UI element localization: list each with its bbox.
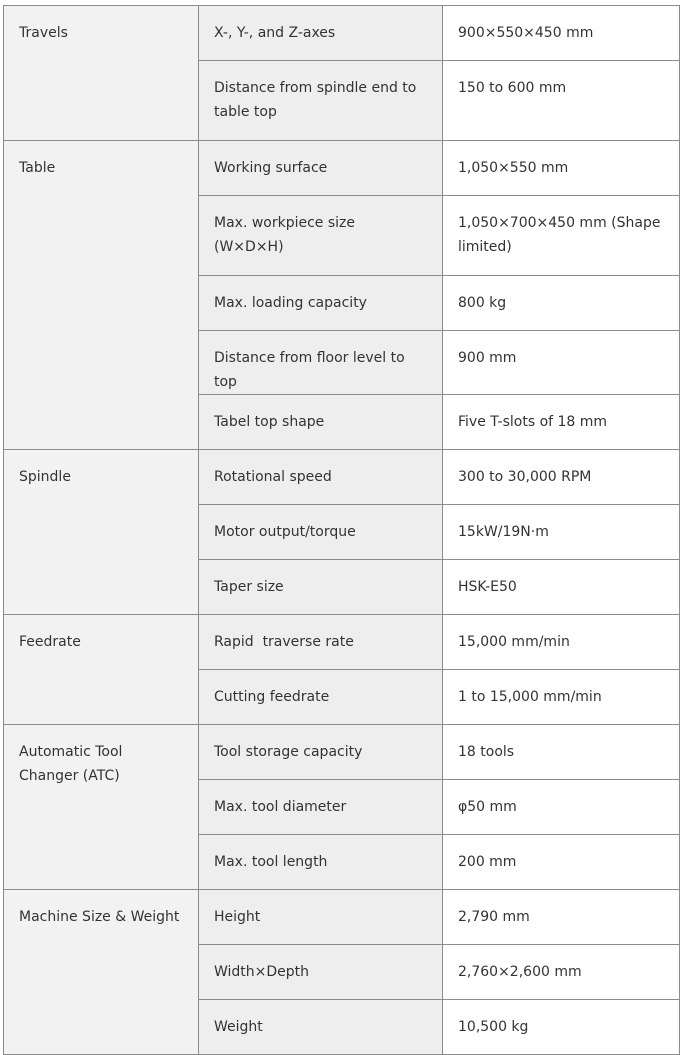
table-row	[4, 725, 680, 780]
table-row	[4, 6, 680, 61]
parameter-cell: Max. tool diameter	[199, 780, 443, 835]
parameter-cell: Tool storage capacity	[199, 725, 443, 780]
parameter-cell: Max. loading capacity	[199, 276, 443, 331]
parameter-cell: Max. workpiece size (W×D×H)	[199, 196, 443, 276]
value-cell: 1 to 15,000 mm/min	[443, 670, 680, 725]
parameter-cell: Taper size	[199, 560, 443, 615]
value-cell: 150 to 600 mm	[443, 61, 680, 141]
value-cell: φ50 mm	[443, 780, 680, 835]
parameter-cell: Motor output/torque	[199, 505, 443, 560]
value-cell: 18 tools	[443, 725, 680, 780]
category-cell: Feedrate	[4, 615, 199, 725]
value-cell: 10,500 kg	[443, 1000, 680, 1055]
parameter-cell: Cutting feedrate	[199, 670, 443, 725]
parameter-cell: Distance from spindle end to table top	[199, 61, 443, 141]
value-cell: HSK-E50	[443, 560, 680, 615]
value-cell: 300 to 30,000 RPM	[443, 450, 680, 505]
value-cell: 2,760×2,600 mm	[443, 945, 680, 1000]
parameter-cell: Height	[199, 890, 443, 945]
value-cell: 1,050×550 mm	[443, 141, 680, 196]
value-cell: 900 mm	[443, 331, 680, 395]
parameter-cell: Weight	[199, 1000, 443, 1055]
table-row	[4, 890, 680, 945]
category-cell: Automatic Tool Changer (ATC)	[4, 725, 199, 890]
value-cell: 15,000 mm/min	[443, 615, 680, 670]
value-cell: 15kW/19N·m	[443, 505, 680, 560]
value-cell: 900×550×450 mm	[443, 6, 680, 61]
category-cell: Table	[4, 141, 199, 450]
value-cell: Five T-slots of 18 mm	[443, 395, 680, 450]
value-cell: 200 mm	[443, 835, 680, 890]
parameter-cell: Distance from floor level to top	[199, 331, 443, 395]
parameter-cell: Max. tool length	[199, 835, 443, 890]
spec-table	[3, 5, 680, 1055]
value-cell: 2,790 mm	[443, 890, 680, 945]
value-cell: 800 kg	[443, 276, 680, 331]
value-cell: 1,050×700×450 mm (Shape limited)	[443, 196, 680, 276]
table-row	[4, 141, 680, 196]
parameter-cell: X-, Y-, and Z-axes	[199, 6, 443, 61]
table-row	[4, 615, 680, 670]
parameter-cell: Tabel top shape	[199, 395, 443, 450]
parameter-cell: Width×Depth	[199, 945, 443, 1000]
table-row	[4, 450, 680, 505]
parameter-cell: Working surface	[199, 141, 443, 196]
category-cell: Travels	[4, 6, 199, 141]
parameter-cell: Rapid traverse rate	[199, 615, 443, 670]
category-cell: Machine Size & Weight	[4, 890, 199, 1055]
parameter-cell: Rotational speed	[199, 450, 443, 505]
category-cell: Spindle	[4, 450, 199, 615]
